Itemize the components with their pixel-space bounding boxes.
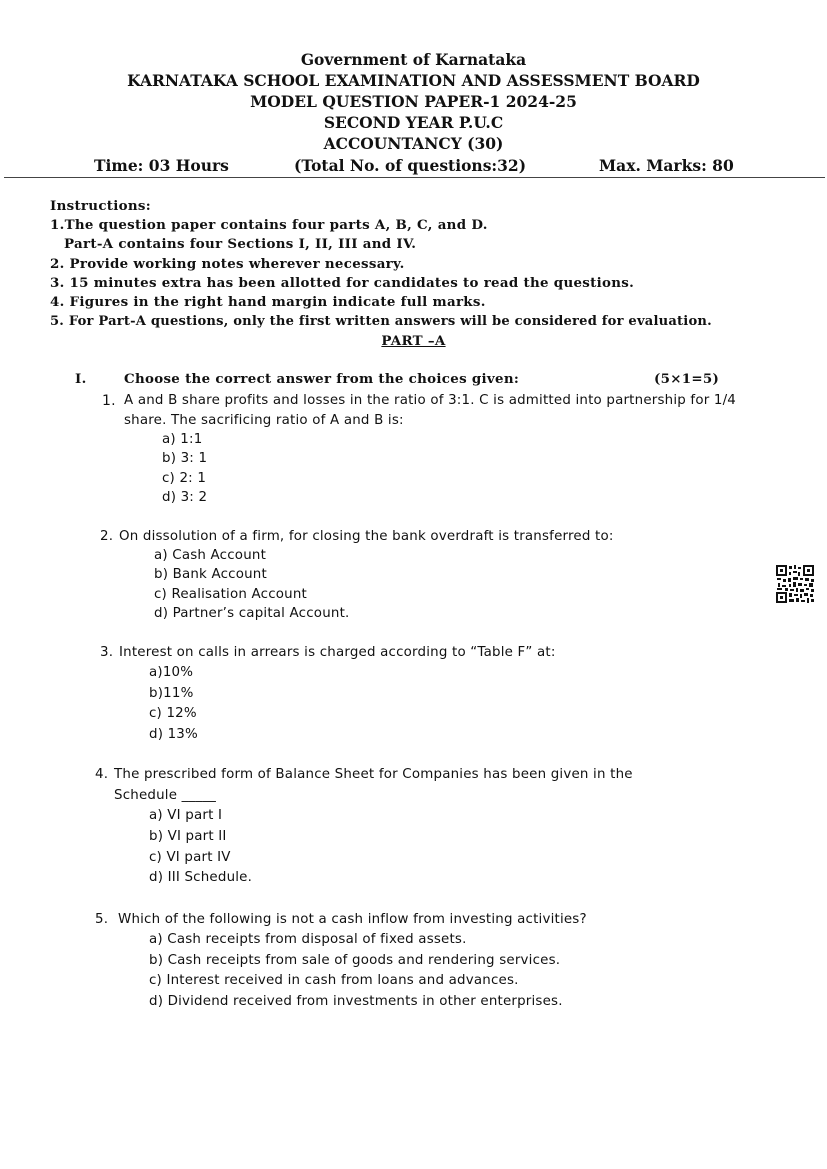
answer-option: c) Interest received in cash from loans and advances. bbox=[149, 973, 519, 988]
answer-option: d) Dividend received from investments in other enterprises. bbox=[149, 994, 563, 1009]
section-marks: (5×1=5) bbox=[654, 371, 720, 387]
question-number: 3. bbox=[100, 645, 114, 660]
question-number: 2. bbox=[100, 529, 114, 544]
answer-option: c) 12% bbox=[149, 706, 197, 721]
answer-option: c) VI part IV bbox=[149, 850, 231, 865]
answer-option: c) 2: 1 bbox=[162, 471, 207, 486]
header-paper: MODEL QUESTION PAPER-1 2024-25 bbox=[250, 92, 577, 111]
answer-option: a)10% bbox=[149, 665, 194, 680]
instruction-item: Part-A contains four Sections I, II, III and IV. bbox=[64, 236, 417, 252]
instruction-item: 4. Figures in the right hand margin indicate full marks. bbox=[50, 294, 486, 310]
question-text: The prescribed form of Balance Sheet for Companies has been given in the bbox=[114, 767, 633, 782]
header-government: Government of Karnataka bbox=[300, 50, 527, 69]
header-year: SECOND YEAR P.U.C bbox=[323, 113, 504, 132]
instruction-item: 1.The question paper contains four parts A, B, C, and D. bbox=[50, 217, 488, 233]
section-number: I. bbox=[75, 371, 87, 387]
question-text: On dissolution of a firm, for closing the bank overdraft is transferred to: bbox=[119, 529, 614, 544]
instruction-item: 5. For Part-A questions, only the first written answers will be considered for evaluation. bbox=[50, 314, 712, 329]
question-number: 4. bbox=[95, 767, 109, 782]
answer-option: d) III Schedule. bbox=[149, 870, 253, 885]
answer-option: b) 3: 1 bbox=[162, 451, 208, 466]
question-text: A and B share profits and losses in the ratio of 3:1. C is admitted into partnership for 1/4 bbox=[124, 393, 737, 408]
question-text: Schedule _____ bbox=[114, 788, 217, 803]
answer-option: c) Realisation Account bbox=[154, 587, 307, 602]
answer-option: a) 1:1 bbox=[162, 432, 203, 447]
answer-option: b) VI part II bbox=[149, 829, 227, 844]
header-max-marks: Max. Marks: 80 bbox=[599, 156, 734, 175]
header-time: Time: 03 Hours bbox=[94, 156, 229, 175]
answer-option: b) Bank Account bbox=[154, 567, 267, 582]
instruction-item: 2. Provide working notes wherever necessary. bbox=[50, 256, 405, 272]
instruction-item: 3. 15 minutes extra has been allotted for candidates to read the questions. bbox=[50, 275, 635, 291]
question-number: 1. bbox=[102, 393, 116, 409]
section-instruction: Choose the correct answer from the choices given: bbox=[124, 371, 520, 387]
header-divider bbox=[4, 177, 825, 178]
qr-code-icon bbox=[775, 564, 815, 604]
answer-option: d) Partner’s capital Account. bbox=[154, 606, 350, 621]
header-subject: ACCOUNTANCY (30) bbox=[323, 134, 504, 153]
answer-option: a) Cash Account bbox=[154, 548, 267, 563]
question-number: 5. bbox=[95, 912, 109, 927]
instructions-title: Instructions: bbox=[50, 198, 151, 214]
answer-option: d) 13% bbox=[149, 727, 198, 742]
header-board: KARNATAKA SCHOOL EXAMINATION AND ASSESSMENT BOARD bbox=[127, 71, 700, 90]
answer-option: b)11% bbox=[149, 686, 194, 701]
answer-option: a) VI part I bbox=[149, 808, 223, 823]
header-total-questions: (Total No. of questions:32) bbox=[294, 156, 527, 175]
answer-option: b) Cash receipts from sale of goods and rendering services. bbox=[149, 953, 561, 968]
part-a-title: PART –A bbox=[381, 333, 446, 349]
answer-option: a) Cash receipts from disposal of fixed assets. bbox=[149, 932, 467, 947]
question-text: Which of the following is not a cash inflow from investing activities? bbox=[118, 912, 587, 927]
question-text: Interest on calls in arrears is charged according to “Table F” at: bbox=[119, 645, 556, 660]
question-text: share. The sacrificing ratio of A and B is: bbox=[124, 413, 404, 428]
answer-option: d) 3: 2 bbox=[162, 490, 208, 505]
